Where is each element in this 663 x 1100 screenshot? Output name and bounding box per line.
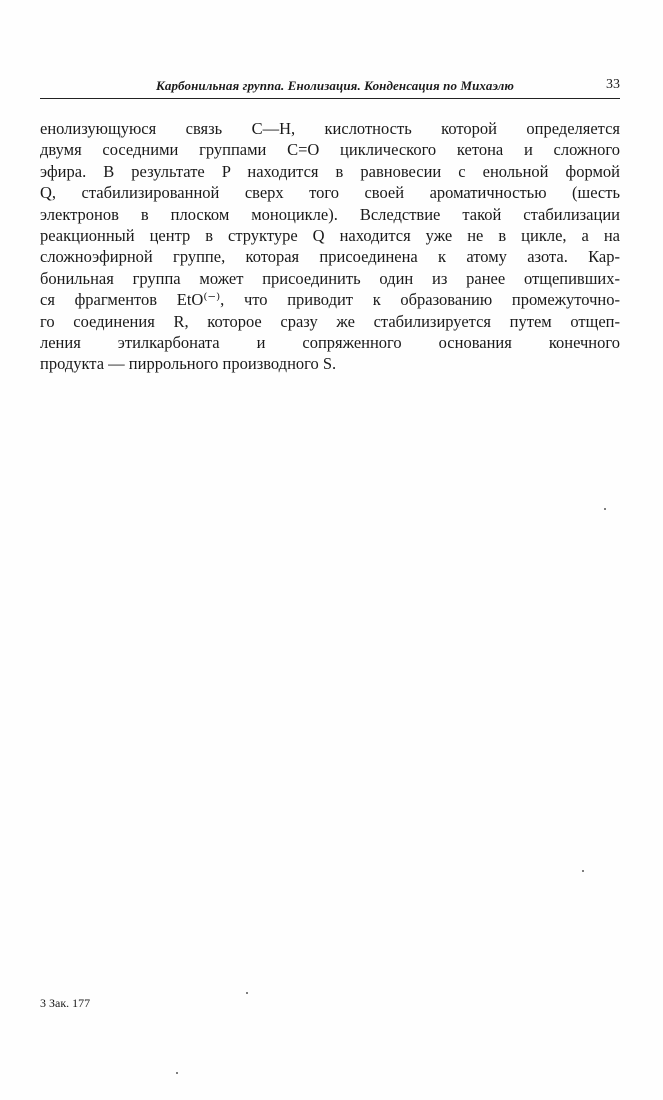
text-line: бонильная группа может присоединить один из ранее отщепивших- — [40, 268, 620, 288]
text-line: двумя соседними группами C=O циклического кетона и сложного — [40, 140, 620, 160]
text-line: ления этилкарбоната и сопряженного основания конечного — [40, 332, 620, 352]
scan-speck — [246, 992, 248, 994]
text-line: электронов в плоском моноцикле). Вследствие такой стабилизации — [40, 204, 620, 224]
text-line: го соединения R, которое сразу же стабилизируется путем отщеп- — [40, 311, 620, 331]
text-line: реакционный центр в структуре Q находится уже не в цикле, а на — [40, 225, 620, 245]
printer-mark: 3 Зак. 177 — [40, 996, 91, 1010]
page-header — [40, 76, 620, 99]
running-title: Карбонильная группа. Енолизация. Конденсация по Михаэлю — [155, 78, 514, 93]
body-paragraph — [40, 118, 620, 375]
scan-speck — [582, 870, 584, 872]
text-line: продукта — пиррольного производного S. — [40, 354, 337, 374]
text-line: ся фрагментов EtO⁽⁻⁾, что приводит к образованию промежуточно- — [40, 290, 620, 310]
scan-speck — [604, 508, 606, 510]
text-line: енолизующуюся связь C—H, кислотность которой определяется — [40, 119, 620, 138]
text-line: эфира. В результате P находится в равновесии с енольной формой — [40, 161, 620, 181]
text-line: сложноэфирной группе, которая присоединена к атому азота. Кар- — [40, 247, 620, 267]
page-number: 33 — [606, 77, 620, 92]
scan-speck — [176, 1072, 178, 1074]
text-line: Q, стабилизированной сверх того своей ароматичностью (шесть — [40, 183, 620, 203]
